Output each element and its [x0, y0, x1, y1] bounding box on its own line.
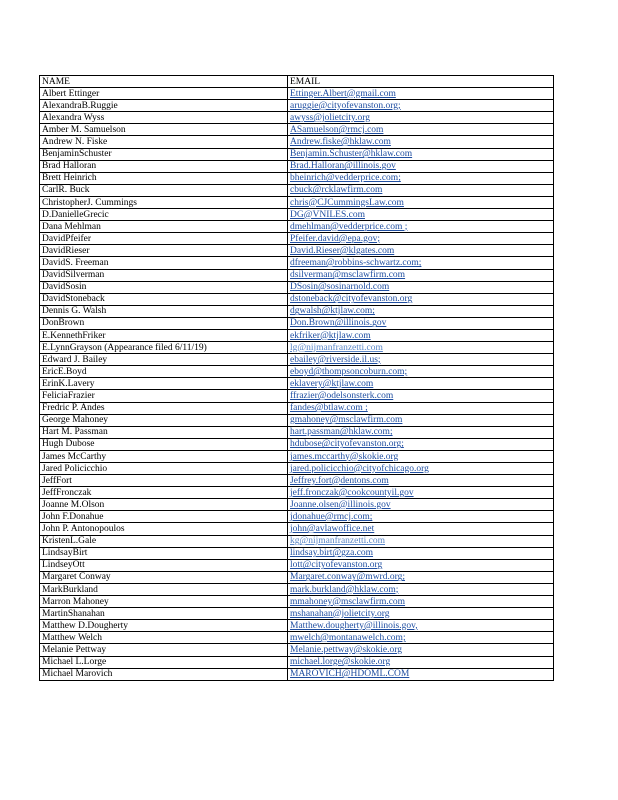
table-row [40, 160, 554, 172]
email-cell [288, 172, 554, 184]
email-link[interactable]: jared.policicchio@cityofchicago.org [290, 463, 429, 474]
table-row [40, 112, 554, 124]
email-link[interactable]: Joanne.olsen@illinois.gov [290, 499, 391, 510]
table-row [40, 136, 554, 148]
contact-name: Andrew N. Fiske [40, 136, 288, 148]
table-row [40, 342, 554, 354]
contact-name: DavidSosin [40, 281, 288, 293]
table-row [40, 245, 554, 257]
contact-name: John P. Antonopoulos [40, 523, 288, 535]
email-cell [288, 112, 554, 124]
contact-name: Albert Ettinger [40, 88, 288, 100]
contact-name: Melanie Pettway [40, 644, 288, 656]
contact-name: George Mahoney [40, 414, 288, 426]
table-row [40, 511, 554, 523]
email-link[interactable]: awyss@jolietcity.org [290, 112, 370, 123]
email-link[interactable]: hart.passman@hklaw.com; [290, 427, 393, 438]
email-cell [288, 196, 554, 208]
email-link[interactable]: mark.burkland@hklaw.com; [290, 584, 399, 595]
email-cell [288, 317, 554, 329]
table-row [40, 463, 554, 475]
table-row [40, 644, 554, 656]
contact-name: ChristopherJ. Cummings [40, 196, 288, 208]
header-row [40, 76, 554, 88]
table-row [40, 209, 554, 221]
contact-name: DavidS. Freeman [40, 257, 288, 269]
table-row [40, 148, 554, 160]
email-cell [288, 620, 554, 632]
email-link[interactable]: mshanahan@jolietcity.org [290, 608, 390, 619]
email-link[interactable]: ffrazier@odelsonsterk.com [290, 391, 394, 402]
contact-name: BenjaminSchuster [40, 148, 288, 160]
email-cell [288, 354, 554, 366]
table-row [40, 172, 554, 184]
email-link[interactable]: lindsay.birt@gza.com [290, 548, 374, 559]
email-cell [288, 608, 554, 620]
table-row [40, 426, 554, 438]
table-row [40, 305, 554, 317]
email-cell [288, 523, 554, 535]
contact-name: FeliciaFrazier [40, 390, 288, 402]
table-row [40, 523, 554, 535]
email-link[interactable]: Pfeifer.david@epa.gov; [290, 233, 380, 244]
email-link[interactable]: Benjamin.Schuster@hklaw.com [290, 149, 413, 160]
table-row [40, 487, 554, 499]
contact-name: Fredric P. Andes [40, 402, 288, 414]
email-cell [288, 124, 554, 136]
contact-name: KristenL.Gale [40, 535, 288, 547]
email-cell [288, 463, 554, 475]
table-row [40, 608, 554, 620]
email-cell [288, 632, 554, 644]
table-row [40, 88, 554, 100]
table-row [40, 668, 554, 680]
table-row [40, 366, 554, 378]
email-column-header: EMAIL [288, 76, 554, 88]
table-row [40, 414, 554, 426]
contact-name: E.LynnGrayson (Appearance filed 6/11/19) [40, 342, 288, 354]
email-cell [288, 221, 554, 233]
table-row [40, 535, 554, 547]
email-link[interactable]: kg@nijmanfranzetti.com [290, 536, 386, 547]
email-cell [288, 366, 554, 378]
email-cell [288, 511, 554, 523]
contact-name: Alexandra Wyss [40, 112, 288, 124]
contact-name: DavidPfeifer [40, 233, 288, 245]
email-link[interactable]: dstoneback@cityofevanston.org [290, 294, 413, 305]
email-cell [288, 487, 554, 499]
email-link[interactable]: john@avlawoffice.net [290, 524, 375, 535]
email-cell [288, 209, 554, 221]
email-link[interactable]: Margaret.conway@mwrd.org; [290, 572, 405, 583]
email-link[interactable]: Matthew.dougherty@illinois.gov, [290, 620, 418, 631]
contact-name: LindseyOtt [40, 559, 288, 571]
email-cell [288, 547, 554, 559]
contact-name: Joanne M.Olson [40, 499, 288, 511]
contact-name: Brad Halloran [40, 160, 288, 172]
table-row [40, 402, 554, 414]
email-link[interactable]: cbuck@rcklawfirm.com [290, 185, 383, 196]
table-row [40, 596, 554, 608]
table-row [40, 124, 554, 136]
email-cell [288, 269, 554, 281]
email-link[interactable]: aruggie@cityofevanston.org; [290, 100, 401, 111]
email-cell [288, 390, 554, 402]
table-row [40, 196, 554, 208]
email-cell [288, 100, 554, 112]
email-link[interactable]: jdonahue@rmcj.com; [290, 511, 373, 522]
email-link[interactable]: lg@nijmanfranzetti.com [290, 342, 383, 353]
email-cell [288, 583, 554, 595]
table-row [40, 559, 554, 571]
email-cell [288, 571, 554, 583]
contact-name: Hart M. Passman [40, 426, 288, 438]
email-cell [288, 293, 554, 305]
table-row [40, 100, 554, 112]
email-cell [288, 402, 554, 414]
table-row [40, 499, 554, 511]
email-link[interactable]: hdubose@cityofevanston.org; [290, 439, 404, 450]
contact-name: Michael Marovich [40, 668, 288, 680]
email-link[interactable]: mmahoney@msclawfirm.com [290, 596, 406, 607]
table-row [40, 450, 554, 462]
email-link[interactable]: Don.Brown@illinois.gov [290, 318, 387, 329]
email-link[interactable]: Andrew.fiske@hklaw.com [290, 137, 391, 148]
table-row [40, 620, 554, 632]
email-link[interactable]: DSosin@sosinarnold.com [290, 282, 390, 293]
email-link[interactable]: dsilverman@msclawfirm.com [290, 270, 406, 281]
email-link[interactable]: Melanie.pettway@skokie.org [290, 645, 402, 655]
table-row [40, 269, 554, 281]
contact-name: Edward J. Bailey [40, 354, 288, 366]
contact-name: JeffFort [40, 475, 288, 487]
email-link[interactable]: james.mccarthy@skokie.org [290, 451, 399, 462]
table-row [40, 475, 554, 487]
email-cell [288, 148, 554, 160]
email-cell [288, 499, 554, 511]
email-cell [288, 475, 554, 487]
contact-name: Dana Mehlman [40, 221, 288, 233]
table-row [40, 378, 554, 390]
email-cell [288, 305, 554, 317]
table-row [40, 354, 554, 366]
contact-name: E.KennethFriker [40, 329, 288, 341]
table-row [40, 293, 554, 305]
contact-name: D.DanielleGrecic [40, 209, 288, 221]
email-cell [288, 450, 554, 462]
email-link[interactable]: ASamuelson@rmcj.com [290, 124, 384, 135]
table-row [40, 257, 554, 269]
email-link[interactable]: David.Rieser@klgates.com [290, 245, 395, 256]
email-cell [288, 559, 554, 571]
table-row [40, 390, 554, 402]
name-column-header: NAME [40, 76, 288, 88]
table-row [40, 233, 554, 245]
email-cell [288, 342, 554, 354]
contact-name: MartinShanahan [40, 608, 288, 620]
table-row [40, 547, 554, 559]
email-link[interactable]: MAROVICH@HDOML.COM [290, 669, 410, 680]
contact-name: Amber M. Samuelson [40, 124, 288, 136]
email-link[interactable]: eklavery@ktjlaw.com [290, 378, 374, 389]
email-link[interactable]: mwelch@montanawelch.com; [290, 632, 406, 643]
email-link[interactable]: dgwalsh@ktjlaw.com; [290, 306, 375, 317]
email-link[interactable]: DG@VNILES.com [290, 209, 365, 220]
email-cell [288, 245, 554, 257]
email-link[interactable]: lott@cityofevanston.org [290, 560, 383, 571]
contact-name: Brett Heinrich [40, 172, 288, 184]
email-cell [288, 233, 554, 245]
contact-table [39, 75, 554, 681]
table-row [40, 329, 554, 341]
table-row [40, 571, 554, 583]
email-link[interactable]: fandes@btlaw.com ; [290, 403, 368, 414]
email-cell [288, 426, 554, 438]
email-cell [288, 438, 554, 450]
email-link[interactable]: dfreeman@robbins-schwartz.com; [290, 258, 422, 268]
email-cell [288, 136, 554, 148]
contact-name: Dennis G. Walsh [40, 305, 288, 317]
email-cell [288, 668, 554, 680]
contact-name: Marron Mahoney [40, 596, 288, 608]
email-link[interactable]: Jeffrey.fort@dentons.com [290, 475, 389, 486]
table-row [40, 632, 554, 644]
service-list [39, 75, 553, 681]
table-row [40, 438, 554, 450]
contact-name: MarkBurkland [40, 583, 288, 595]
email-link[interactable]: dmehlman@vedderprice.com ; [290, 221, 408, 232]
email-cell [288, 184, 554, 196]
contact-name: DavidSilverman [40, 269, 288, 281]
email-link[interactable]: eboyd@thompsoncoburn.com; [290, 366, 408, 377]
email-cell [288, 596, 554, 608]
email-cell [288, 257, 554, 269]
email-link[interactable]: ebailey@riverside.il.us; [290, 354, 381, 365]
contact-name: AlexandraB.Ruggie [40, 100, 288, 112]
contact-name: DonBrown [40, 317, 288, 329]
email-link[interactable]: ekfriker@ktjlaw.com [290, 330, 371, 341]
email-cell [288, 88, 554, 100]
table-row [40, 583, 554, 595]
table-row [40, 281, 554, 293]
email-link[interactable]: Brad.Halloran@illinois.gov [290, 161, 396, 172]
table-row [40, 184, 554, 196]
email-cell [288, 656, 554, 668]
table-row [40, 656, 554, 668]
contact-name: Jared Policicchio [40, 463, 288, 475]
email-link[interactable]: chris@CJCummingsLaw.com [290, 197, 404, 208]
email-cell [288, 329, 554, 341]
contact-name: CarlR. Buck [40, 184, 288, 196]
contact-name: LindsayBirt [40, 547, 288, 559]
contact-name: John F.Donahue [40, 511, 288, 523]
contact-name: DavidRieser [40, 245, 288, 257]
email-link[interactable]: michael.lorge@skokie.org [290, 657, 391, 668]
contact-name: JeffFronczak [40, 487, 288, 499]
contact-name: Hugh Dubose [40, 438, 288, 450]
email-cell [288, 414, 554, 426]
email-link[interactable]: bheinrich@vedderprice.com; [290, 173, 401, 184]
contact-name: EricE.Boyd [40, 366, 288, 378]
email-link[interactable]: Ettinger.Albert@gmail.com [290, 88, 396, 99]
table-row [40, 221, 554, 233]
contact-name: ErinK.Lavery [40, 378, 288, 390]
contact-name: James McCarthy [40, 450, 288, 462]
email-cell [288, 535, 554, 547]
email-cell [288, 644, 554, 656]
contact-name: Matthew Welch [40, 632, 288, 644]
email-cell [288, 281, 554, 293]
contact-name: Margaret Conway [40, 571, 288, 583]
email-link[interactable]: jeff.fronczak@cookcountyil.gov [290, 487, 414, 498]
email-cell [288, 378, 554, 390]
email-link[interactable]: gmahoney@msclawfirm.com [290, 415, 403, 426]
table-row [40, 317, 554, 329]
contact-name: Matthew D.Dougherty [40, 620, 288, 632]
email-cell [288, 160, 554, 172]
contact-name: DavidStoneback [40, 293, 288, 305]
contact-name: Michael L.Lorge [40, 656, 288, 668]
